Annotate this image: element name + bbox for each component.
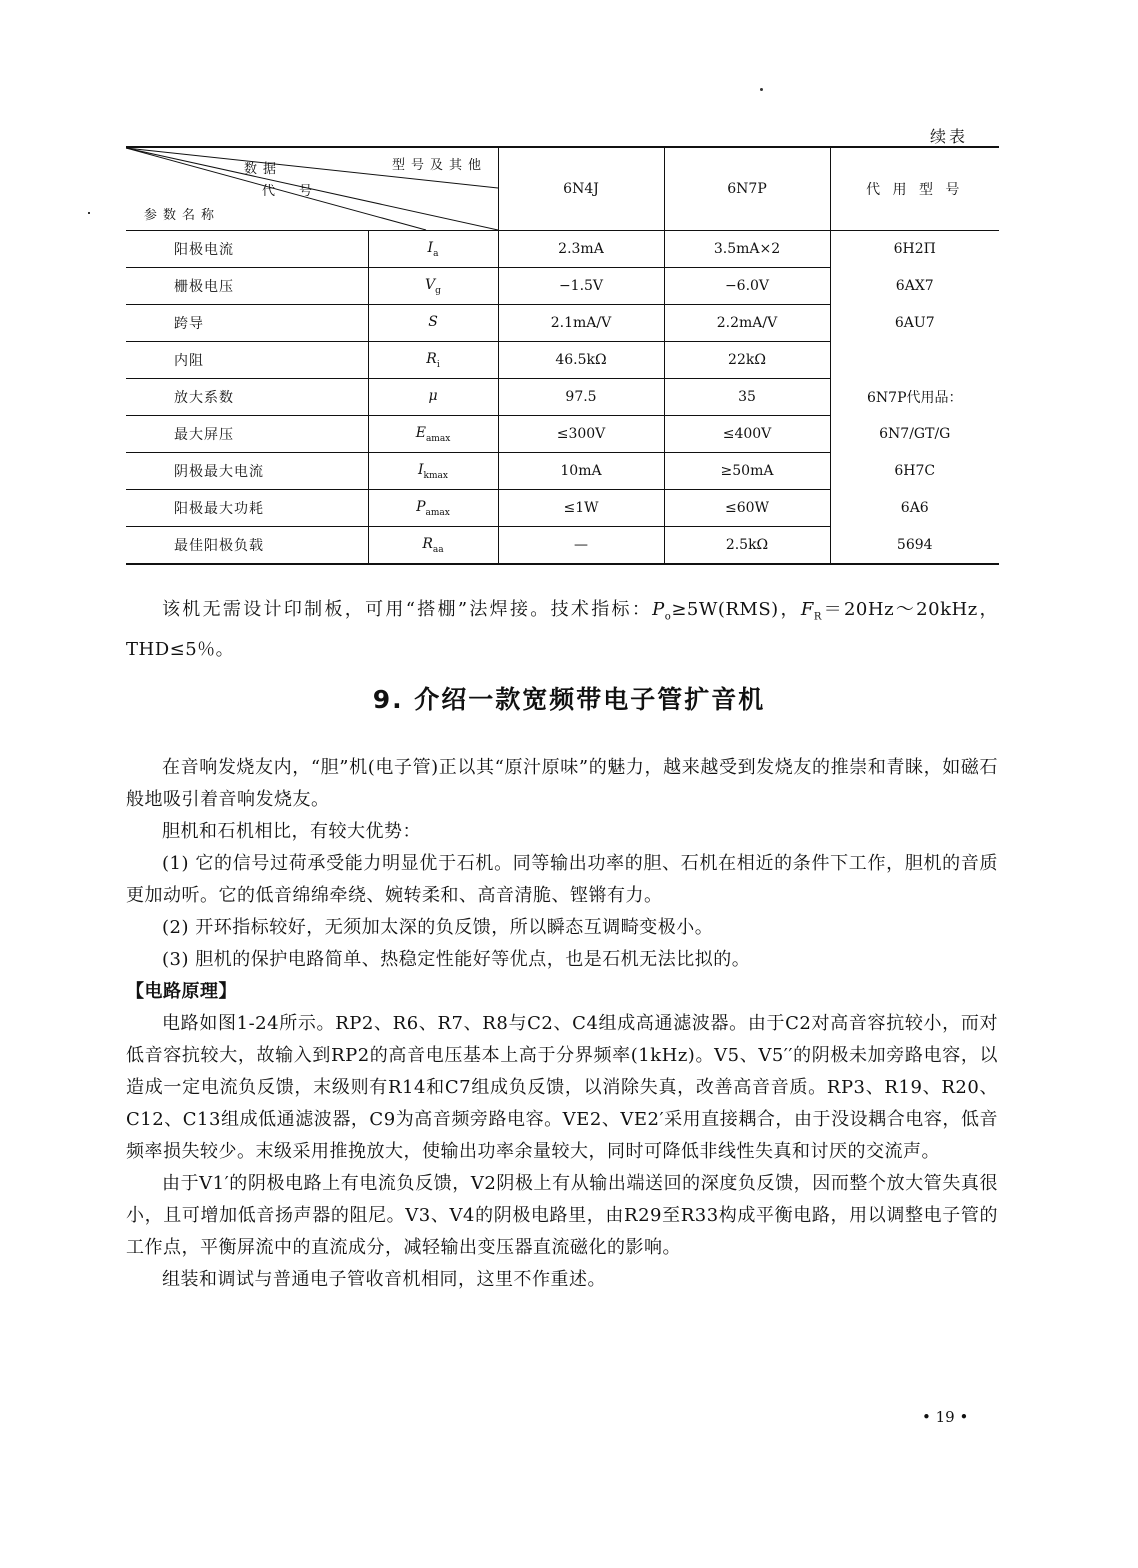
symbol-letter: I bbox=[427, 239, 434, 256]
substitute-model: 6AU7 bbox=[830, 305, 999, 342]
substitute-model: 6AX7 bbox=[830, 268, 999, 305]
value-6n4j: 46.5kΩ bbox=[498, 342, 664, 379]
substitute-model: 5694 bbox=[830, 527, 999, 565]
symbol-subscript: amax bbox=[425, 433, 451, 444]
value-6n4j: 97.5 bbox=[498, 379, 664, 416]
table-header-row bbox=[126, 147, 999, 231]
param-symbol bbox=[368, 342, 498, 379]
substitute-model: 6H2П bbox=[830, 231, 999, 268]
body-paragraph: (2) 开环指标较好，无须加太深的负反馈，所以瞬态互调畸变极小。 bbox=[162, 917, 714, 938]
diag-label-param: 参数名称 bbox=[144, 208, 221, 223]
table-row bbox=[126, 416, 999, 453]
table-row bbox=[126, 527, 999, 565]
diagonal-header-cell bbox=[126, 147, 498, 231]
diag-label-code: 代号 bbox=[262, 184, 337, 199]
spec-paragraph bbox=[126, 594, 998, 666]
symbol-letter: μ bbox=[428, 387, 438, 404]
param-symbol bbox=[368, 268, 498, 305]
value-6n7p: ≤400V bbox=[664, 416, 830, 453]
substitute-model bbox=[830, 342, 999, 379]
param-name: 栅极电压 bbox=[126, 268, 368, 305]
value-6n7p: 3.5mA×2 bbox=[664, 231, 830, 268]
value-6n7p: ≥50mA bbox=[664, 453, 830, 490]
symbol-letter: E bbox=[415, 424, 426, 441]
table-row bbox=[126, 342, 999, 379]
section-title: 9. 介绍一款宽频带电子管扩音机 bbox=[372, 685, 766, 714]
header-substitute: 代 用 型 号 bbox=[830, 147, 999, 231]
symbol-subscript: kmax bbox=[423, 470, 448, 481]
param-symbol bbox=[368, 453, 498, 490]
page-number: • 19 • bbox=[922, 1408, 969, 1426]
param-symbol bbox=[368, 416, 498, 453]
diag-label-model: 型号及其他 bbox=[392, 158, 488, 173]
body-paragraph: (1) 它的信号过荷承受能力明显优于石机。同等输出功率的胆、石机在相近的条件下工作，胆机的音质更加动听。它的低音绵绵牵绕、婉转柔和、高音清脆、铿锵有力。 bbox=[126, 853, 998, 906]
value-6n7p: −6.0V bbox=[664, 268, 830, 305]
substitute-model: 6H7C bbox=[830, 453, 999, 490]
body-paragraph: (3) 胆机的保护电路简单、热稳定性能好等优点，也是石机无法比拟的。 bbox=[162, 949, 751, 970]
scan-speck bbox=[88, 212, 90, 214]
param-symbol bbox=[368, 305, 498, 342]
table-row bbox=[126, 453, 999, 490]
param-name: 阳极电流 bbox=[126, 231, 368, 268]
param-name: 内阻 bbox=[126, 342, 368, 379]
header-6n4j: 6N4J bbox=[498, 147, 664, 231]
value-6n4j: −1.5V bbox=[498, 268, 664, 305]
value-6n7p: 2.5kΩ bbox=[664, 527, 830, 565]
table-row bbox=[126, 305, 999, 342]
value-6n4j: ≤1W bbox=[498, 490, 664, 527]
value-6n4j: ≤300V bbox=[498, 416, 664, 453]
param-symbol bbox=[368, 231, 498, 268]
value-6n7p: 35 bbox=[664, 379, 830, 416]
table-row bbox=[126, 490, 999, 527]
spec-text: 该机无需设计印制板，可用“搭棚”法焊接。技术指标：$P_o\ge 5W(RMS)$，$F_R=20Hz\sim 20kHz$，THD≤5％。 bbox=[126, 599, 998, 660]
table-row bbox=[126, 379, 999, 416]
symbol-letter: P bbox=[416, 498, 426, 515]
param-name: 跨导 bbox=[126, 305, 368, 342]
table-row bbox=[126, 231, 999, 268]
symbol-letter: R bbox=[422, 535, 433, 552]
body-paragraph: 在音响发烧友内，“胆”机(电子管)正以其“原汁原味”的魅力，越来越受到发烧友的推崇和青睐，如磁石般地吸引着音响发烧友。 bbox=[126, 757, 998, 810]
continued-label: 续表 bbox=[930, 127, 969, 146]
value-6n7p: 22kΩ bbox=[664, 342, 830, 379]
substitute-model: 6N7P代用品： bbox=[830, 379, 999, 416]
body-paragraph: 胆机和石机相比，有较大优势： bbox=[162, 821, 421, 842]
value-6n7p: ≤60W bbox=[664, 490, 830, 527]
scan-speck bbox=[760, 88, 763, 91]
table-row bbox=[126, 268, 999, 305]
symbol-subscript: a bbox=[433, 248, 439, 259]
principle-paragraph: 由于V1′的阴极电路上有电流负反馈，V2阴极上有从输出端送回的深度负反馈，因而整个放大管失真很小，且可增加低音扬声器的阻尼。V3、V4的阴极电路里，由R29至R33构成平衡电路，用以调整电子管的工作点，平衡屏流中的直流成分，减轻输出变压器直流磁化的影响。 bbox=[126, 1173, 998, 1258]
symbol-letter: I bbox=[418, 461, 424, 478]
principle-paragraph: 组装和调试与普通电子管收音机相同，这里不作重述。 bbox=[162, 1269, 606, 1290]
param-name: 阴极最大电流 bbox=[126, 453, 368, 490]
symbol-subscript: amax bbox=[425, 507, 450, 518]
diag-label-data: 数据 bbox=[244, 162, 283, 177]
subsection-head: 【电路原理】 bbox=[126, 981, 237, 1002]
symbol-subscript: aa bbox=[432, 544, 444, 555]
symbol-subscript: g bbox=[435, 285, 441, 296]
param-name: 最佳阳极负载 bbox=[126, 527, 368, 565]
substitute-model: 6N7/GT/G bbox=[830, 416, 999, 453]
value-6n7p: 2.2mA/V bbox=[664, 305, 830, 342]
param-symbol bbox=[368, 379, 498, 416]
param-symbol bbox=[368, 527, 498, 565]
symbol-letter: R bbox=[426, 350, 437, 367]
value-6n4j: 2.3mA bbox=[498, 231, 664, 268]
value-6n4j: 2.1mA/V bbox=[498, 305, 664, 342]
param-symbol bbox=[368, 490, 498, 527]
param-name: 放大系数 bbox=[126, 379, 368, 416]
principle-paragraph: 电路如图1-24所示。RP2、R6、R7、R8与C2、C4组成高通滤波器。由于C2对高音容抗较小，而对低音容抗较大，故输入到RP2的高音电压基本上高于分界频率(1kHz)。V5、V5′′的阴极未加旁路电容，以造成一定电流负反馈，末级则有R14和C7组成负反馈，以消除失真，改善高音音质。RP3、R19、R20、C12、C13组成低通滤波器，C9为高音频旁路电容。VE2、VE2′采用直接耦合，由于没设耦合电容，低音频率损失较少。末级采用推挽放大，使输出功率余量较大，同时可降低非线性失真和讨厌的交流声。 bbox=[126, 1013, 998, 1162]
article-body bbox=[126, 752, 998, 1296]
value-6n4j: — bbox=[498, 527, 664, 565]
value-6n4j: 10mA bbox=[498, 453, 664, 490]
symbol-subscript: i bbox=[436, 359, 440, 370]
symbol-letter: V bbox=[425, 276, 436, 293]
symbol-letter: S bbox=[428, 313, 438, 330]
param-name: 阳极最大功耗 bbox=[126, 490, 368, 527]
param-name: 最大屏压 bbox=[126, 416, 368, 453]
tube-parameter-table bbox=[126, 146, 999, 565]
header-6n7p: 6N7P bbox=[664, 147, 830, 231]
substitute-model: 6A6 bbox=[830, 490, 999, 527]
